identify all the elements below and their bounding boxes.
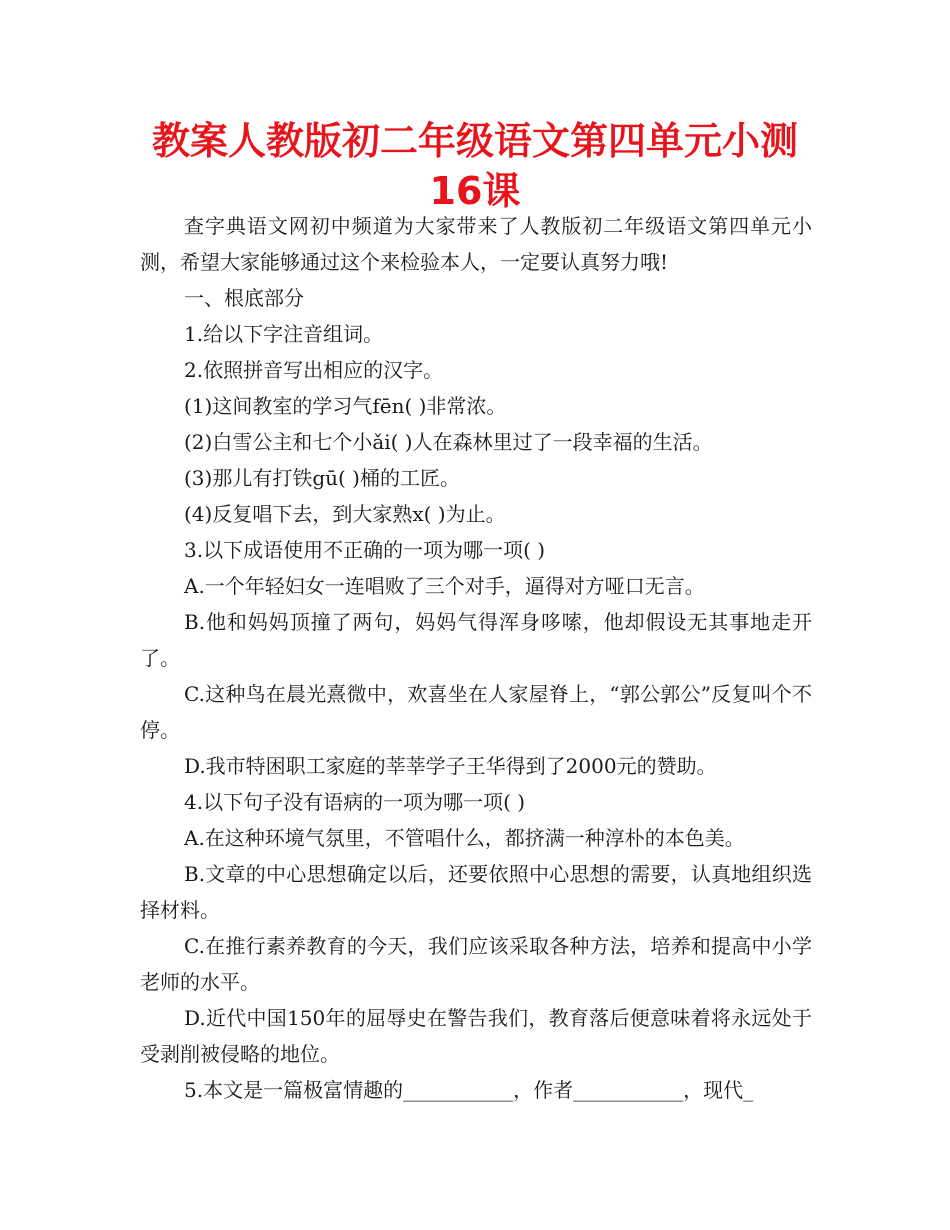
question-2-item-1: (1)这间教室的学习气fēn( )非常浓。 bbox=[184, 394, 507, 418]
page-title: 教案人教版初二年级语文第四单元小测16课 bbox=[151, 119, 798, 213]
question-2-item-3: (3)那儿有打铁gū( )桶的工匠。 bbox=[184, 466, 460, 490]
question-4: 4.以下句子没有语病的一项为哪一项( ) bbox=[184, 790, 526, 814]
question-3: 3.以下成语使用不正确的一项为哪一项( ) bbox=[184, 538, 546, 562]
question-2-item-4: (4)反复唱下去，到大家熟x( )为止。 bbox=[184, 502, 506, 526]
intro-paragraph: 查字典语文网初中频道为大家带来了人教版初二年级语文第四单元小测，希望大家能够通过这个来检验本人，一定要认真努力哦! bbox=[140, 214, 812, 274]
question-2-item-2: (2)白雪公主和七个小ǎi( )人在森林里过了一段幸福的生活。 bbox=[184, 430, 713, 454]
question-3-option-c: C.这种鸟在晨光熹微中，欢喜坐在人家屋脊上，“郭公郭公”反复叫个不停。 bbox=[140, 682, 812, 742]
document-body bbox=[140, 208, 812, 1108]
section-heading: 一、根底部分 bbox=[184, 286, 304, 310]
question-4-option-b: B.文章的中心思想确定以后，还要依照中心思想的需要，认真地组织选择材料。 bbox=[140, 862, 812, 922]
question-3-option-b: B.他和妈妈顶撞了两句，妈妈气得浑身哆嗦，他却假设无其事地走开了。 bbox=[140, 610, 812, 670]
question-5: 5.本文是一篇极富情趣的___________，作者___________，现代_ bbox=[184, 1078, 754, 1102]
question-2: 2.依照拼音写出相应的汉字。 bbox=[184, 358, 444, 382]
question-4-option-c: C.在推行素养教育的今天，我们应该采取各种方法，培养和提高中小学老师的水平。 bbox=[140, 934, 812, 994]
question-1: 1.给以下字注音组词。 bbox=[184, 322, 384, 346]
question-3-option-d: D.我市特困职工家庭的莘莘学子王华得到了2000元的赞助。 bbox=[184, 754, 717, 778]
question-4-option-d: D.近代中国150年的屈辱史在警告我们，教育落后便意味着将永远处于受剥削被侵略的地位。 bbox=[140, 1006, 812, 1066]
question-3-option-a: A.一个年轻妇女一连唱败了三个对手，逼得对方哑口无言。 bbox=[184, 574, 705, 598]
question-4-option-a: A.在这种环境气氛里，不管唱什么，都挤满一种淳朴的本色美。 bbox=[184, 826, 745, 850]
